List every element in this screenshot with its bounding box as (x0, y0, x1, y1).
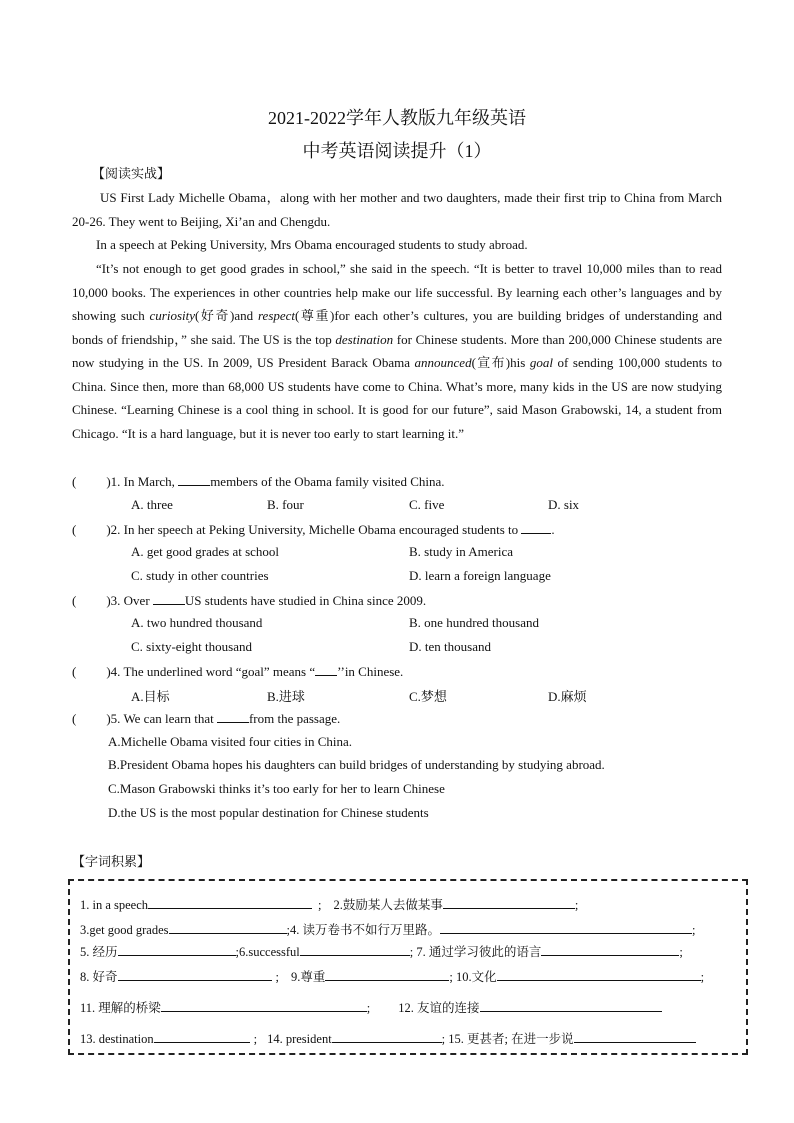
vocab-section-header: 【字词积累】 (72, 854, 151, 869)
vocab-blank-13[interactable] (154, 1030, 250, 1043)
q1-option-b: B. four (267, 497, 304, 512)
title-line-2: 中考英语阅读提升（1） (302, 141, 492, 161)
vocab-blank-14[interactable] (332, 1030, 442, 1043)
vocab-blank-15[interactable] (574, 1030, 696, 1043)
vocab-row-4: 8. 好奇 ; 9.尊重 ; 10.文化 ; (80, 970, 705, 984)
title-line-1: 2021-2022学年人教版九年级英语 (268, 108, 526, 128)
q3-option-a: A. two hundred thousand (131, 615, 263, 630)
reading-section-header: 【阅读实战】 (92, 166, 171, 181)
vocab-blank-7[interactable] (541, 943, 679, 956)
passage-paragraph-3: “It’s not enough to get good grades in school,” she said in the speech. “It is better to travel 10,000 miles than to read 10,000 books. The experiences in other countries help make our life successful. By learning each other’s languages and by showing such curiosity(好奇)and respect(尊重)for each other’s cultures, you are building bridges of understanding and bonds of friendship，” she said. The US is the top destination for Chinese students. More than 200,000 Chinese students are now studying in the US. In 2009, US President Barack Obama announced(宣布)his goal of sending 100,000 students to China. Since then, more than 68,000 US students have come to China. What’s more, many kids in the US are now studying Chinese. “Learning Chinese is a cool thing in school. It is good for our future”, said Mason Grabowski, 14, a student from Chicago. “It is a hard language, but it is never too early to start learning it.” (72, 261, 722, 441)
word-curiosity: curiosity (149, 308, 196, 323)
vocab-blank-11[interactable] (161, 999, 367, 1012)
vocab-blank-9[interactable] (325, 968, 449, 981)
answer-blank[interactable] (315, 663, 337, 676)
vocab-row-5: 11. 理解的桥梁 ; 12. 友谊的连接 (80, 998, 662, 1016)
q3-option-b: B. one hundred thousand (409, 615, 539, 630)
q2-option-c: C. study in other countries (131, 568, 269, 583)
vocab-blank-4[interactable] (440, 921, 692, 934)
q2-option-d: D. learn a foreign language (409, 568, 551, 583)
q5-option-b: B.President Obama hopes his daughters can build bridges of understanding by studying abroad. (108, 757, 605, 772)
q3-option-d: D. ten thousand (409, 639, 491, 654)
question-4: ( )4. The underlined word “goal” means “ ’’in Chinese. (72, 664, 404, 679)
word-goal: goal (529, 355, 553, 370)
vocab-row-3: 5. 经历 ;6.successful ; 7. 通过学习彼此的语言 ; (80, 945, 683, 959)
q5-option-c: C.Mason Grabowski thinks it’s too early for her to learn Chinese (108, 781, 445, 796)
q4-option-a: A.目标 (131, 689, 170, 704)
question-2: ( )2. In her speech at Peking University, Michelle Obama encouraged students to . (72, 522, 555, 537)
vocab-blank-2[interactable] (443, 896, 575, 909)
q2-option-a: A. get good grades at school (131, 544, 280, 559)
word-destination: destination (335, 331, 394, 347)
q3-option-c: C. sixty-eight thousand (131, 639, 252, 654)
q4-option-d: D.麻烦 (548, 689, 587, 704)
question-5: ( )5. We can learn that from the passage. (72, 711, 341, 726)
vocab-blank-1[interactable] (148, 896, 312, 909)
q1-option-c: C. five (409, 497, 445, 512)
vocab-blank-12[interactable] (480, 999, 662, 1012)
q2-option-b: B. study in America (409, 544, 513, 559)
q5-option-d: D.the US is the most popular destination for Chinese students (108, 805, 429, 820)
answer-blank[interactable] (521, 521, 551, 534)
vocab-blank-6[interactable] (300, 943, 410, 956)
question-1: ( )1. In March, members of the Obama family visited China. (72, 474, 445, 489)
q4-option-c: C.梦想 (409, 689, 447, 704)
q4-option-b: B.进球 (267, 689, 305, 704)
answer-blank[interactable] (217, 710, 249, 723)
vocab-blank-3[interactable] (169, 921, 287, 934)
vocab-row-2: 3.get good grades ;4. 读万卷书不如行万里路。 ; (80, 923, 696, 937)
word-respect: respect (257, 308, 296, 323)
vocab-row-1: 1. in a speech ; 2.鼓励某人去做某事 ; (80, 898, 579, 912)
vocab-row-6: 13. destination ; 14. president ; 15. 更甚者; 在进一步说 (80, 1029, 696, 1047)
question-3: ( )3. Over US students have studied in China since 2009. (72, 593, 427, 608)
answer-blank[interactable] (153, 592, 185, 605)
vocab-blank-10[interactable] (497, 968, 701, 981)
q1-option-d: D. six (548, 497, 580, 512)
passage-paragraph-1: US First Lady Michelle Obama，along with her mother and two daughters, made their first trip to China from March 20-26. They went to Beijing, Xi’an and Chengdu. (72, 190, 722, 229)
vocab-blank-5[interactable] (118, 943, 236, 956)
vocab-blank-8[interactable] (118, 968, 272, 981)
answer-blank[interactable] (178, 473, 210, 486)
passage-paragraph-2: In a speech at Peking University, Mrs Obama encouraged students to study abroad. (96, 237, 528, 252)
word-announced: announced (414, 355, 472, 370)
q1-option-a: A. three (131, 497, 173, 512)
q5-option-a: A.Michelle Obama visited four cities in China. (108, 734, 353, 749)
